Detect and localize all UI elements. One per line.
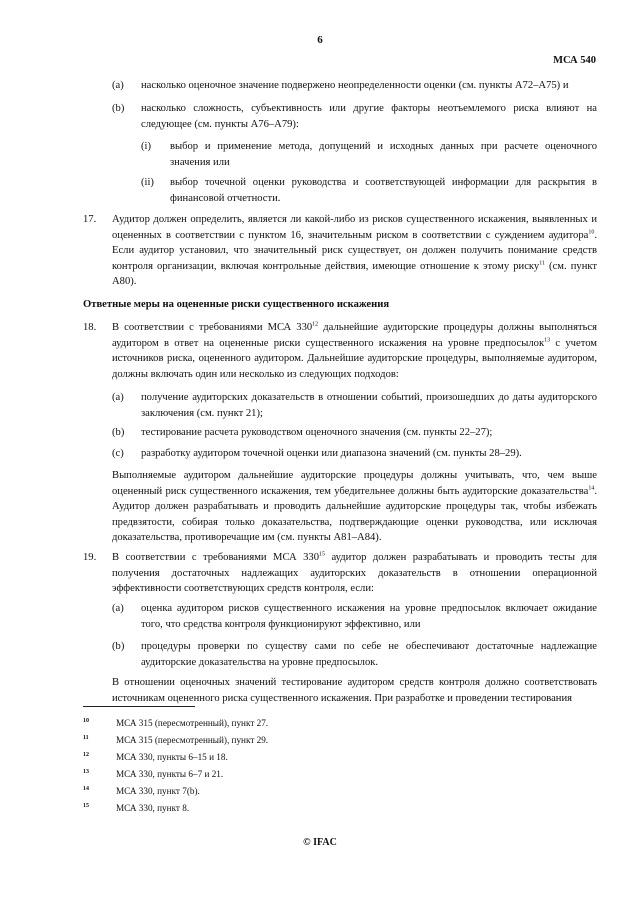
standard-code: МСА 540 xyxy=(553,55,596,66)
footnote-separator xyxy=(83,706,195,707)
para-19-closing: В отношении оценочных значений тестирование аудитором средств контроля должно соответствовать источникам оцененного риска существенного искажения. При разработке и проведении тестирования xyxy=(112,677,597,704)
footnote-number: 10 xyxy=(83,718,89,724)
footnote-text: МСА 330, пункт 7(b). xyxy=(116,786,200,796)
para-18-c-marker: (c) xyxy=(112,448,124,459)
item-ii-text: выбор точечной оценки руководства и соответствующей информации для раскрытия в финансовой отчетности. xyxy=(170,177,597,204)
footnote-text: МСА 330, пункт 8. xyxy=(116,803,190,813)
footnote-ref-11: 11 xyxy=(539,260,545,267)
item-a-marker: (a) xyxy=(112,80,124,91)
para-19-a-text: оценка аудитором рисков существенного искажения на уровне предпосылок включает ожидание того, что средства контроля функционируют эффективно, или xyxy=(141,603,597,630)
footnote-ref-15: 15 xyxy=(319,551,326,558)
footnote-ref-14: 14 xyxy=(588,485,595,492)
item-a-text: насколько оценочное значение подвержено неопределенности оценки (см. пункты А72–А75) и xyxy=(141,80,569,91)
para-18-a-text: получение аудиторских доказательств в отношении событий, произошедших до даты аудиторского заключения (см. пункт 21); xyxy=(141,392,597,419)
para-19-text: В соответствии с требованиями МСА $330^{15}$ аудитор должен разрабатывать и проводить тесты для получения достаточных надлежащих аудиторских доказательств в отношении операционной эффективности соответствующих средств контроля, если: xyxy=(112,551,598,595)
para-19-b-marker: (b) xyxy=(112,641,125,652)
para-19-a-marker: (a) xyxy=(112,603,124,614)
para-17-number: 17. xyxy=(83,214,97,225)
copyright-footer: © IFAC xyxy=(303,837,337,848)
footnote-text: МСА 315 (пересмотренный), пункт 29. xyxy=(116,735,269,745)
item-i-marker: (i) xyxy=(141,141,151,152)
para-17-text: Аудитор должен определить, является ли какой-либо из рисков существенного искажения, выявленных и оцененных в соответствии с пунктом 16, значительным риском в соответствии с суждением аудитора$^{10}$. Если аудитор установил, что значительный риск существует, он должен получить понимание средств контроля организации, включая контрольные действия, имеющие отношение к этому риску$^{11}$ (см. пункт А80). xyxy=(112,214,597,288)
item-i-text: выбор и применение метода, допущений и исходных данных при расчете оценочного значения или xyxy=(170,141,597,168)
para-18-b-marker: (b) xyxy=(112,427,125,438)
para-18-closing: Выполняемые аудитором дальнейшие аудиторские процедуры должны учитывать, что, чем выше оцененный риск существенного искажения, тем убедительнее должны быть аудиторские доказательства$^{14}$. Аудитор должен разрабатывать и проводить дальнейшие аудиторские процедуры так, чтобы избежать предвзятости, собирая только доказательства, подтверждающие оценки руководства, или исключая доказательства, противоречащие им (см. пункты А81–А84). xyxy=(112,470,597,544)
footnote-number: 12 xyxy=(83,752,89,758)
footnote-ref-10: 10 xyxy=(588,229,595,236)
para-18-number: 18. xyxy=(83,322,97,333)
footnote-number: 14 xyxy=(83,786,89,792)
item-b-marker: (b) xyxy=(112,103,125,114)
footnote-ref-13: 13 xyxy=(544,337,551,344)
para-18-a-marker: (a) xyxy=(112,392,124,403)
para-19-b-text: процедуры проверки по существу сами по себе не обеспечивают достаточные надлежащие аудиторские доказательства на уровне предпосылок. xyxy=(141,641,597,668)
section-heading: Ответные меры на оцененные риски существенного искажения xyxy=(83,299,390,310)
footnote-text: МСА 330, пункты 6–15 и 18. xyxy=(116,752,228,762)
footnote-ref-12: 12 xyxy=(312,321,319,328)
footnote-number: 15 xyxy=(83,803,89,809)
para-18-c-text: разработку аудитором точечной оценки или диапазона значений (см. пункты 28–29). xyxy=(141,448,522,459)
para-18-b-text: тестирование расчета руководством оценочного значения (см. пункты 22–27); xyxy=(141,427,493,438)
item-ii-marker: (ii) xyxy=(141,177,154,188)
para-18-text: В соответствии с требованиями МСА $330^{12}$ дальнейшие аудиторские процедуры должны выполняться аудитором в ответ на оцененные риски существенного искажения на уровне предпосылок$^{13}$ с учетом источников риска, оцененного аудитором. Дальнейшие аудиторские процедуры, выполняемые аудитором, должны включать один или несколько из следующих подходов: xyxy=(112,321,597,380)
item-b-text: насколько сложность, субъективность или другие факторы неотъемлемого риска влияют на следующее (см. пункты А76–А79): xyxy=(141,103,597,130)
footnote-number: 11 xyxy=(83,735,89,741)
footnote-text: МСА 315 (пересмотренный), пункт 27. xyxy=(116,718,269,728)
footnote-number: 13 xyxy=(83,769,89,775)
footnote-text: МСА 330, пункты 6–7 и 21. xyxy=(116,769,224,779)
page-number: 6 xyxy=(317,34,323,46)
para-19-number: 19. xyxy=(83,552,97,563)
